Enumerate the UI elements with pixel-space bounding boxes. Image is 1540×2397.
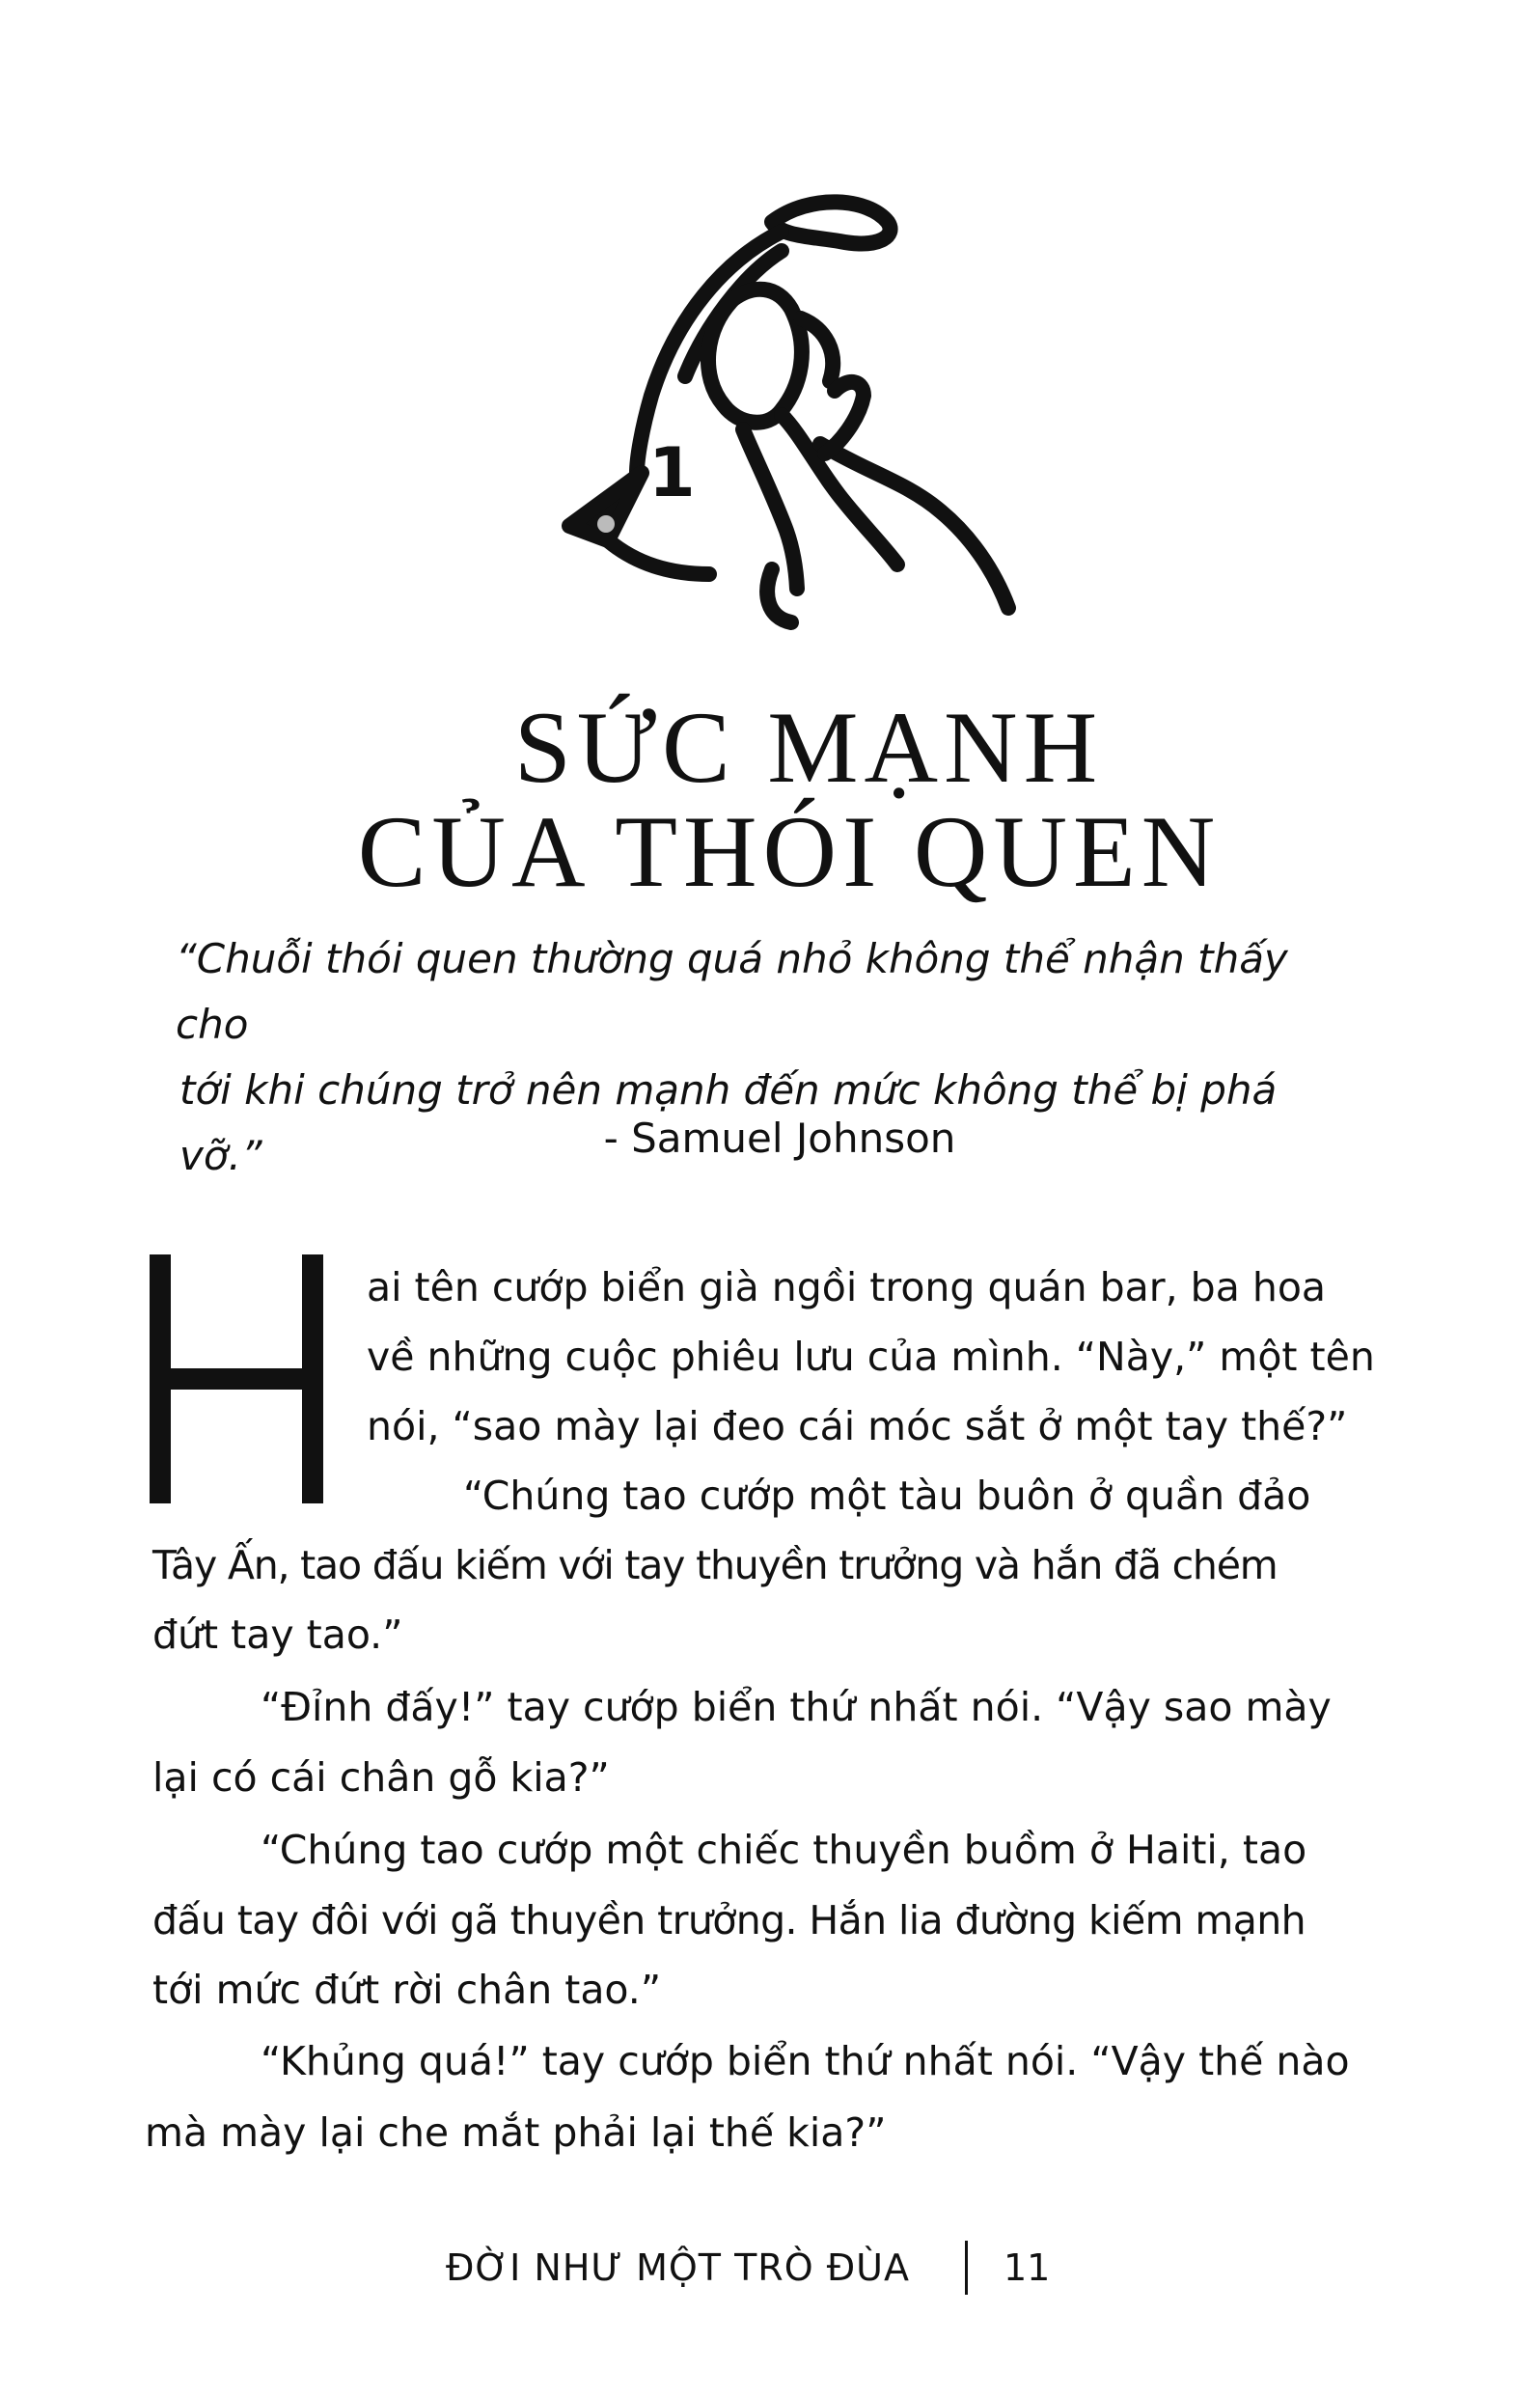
text-line: lại có cái chân gỗ kia?” [152,1754,610,1801]
text-line: đấu tay đôi với gã thuyền trưởng. Hắn lia đường kiếm mạnh [152,1897,1306,1943]
chapter-number: 1 [648,433,696,512]
quote-line: tới khi chúng trở nên mạnh đến mức không thể bị phá vỡ.” [179,1066,1278,1179]
epigraph-author: - Samuel Johnson [603,1115,956,1162]
text-line: đứt tay tao.” [152,1612,403,1658]
text-line: “Đỉnh đấy!” tay cướp biển thứ nhất nói. “Vậy sao mày [261,1684,1332,1730]
text-line: về những cuộc phiêu lưu của mình. “Này,” một tên [367,1334,1375,1380]
footer-divider [965,2241,968,2295]
chapter-title-line-2: CỦA THÓI QUEN [357,795,1222,908]
hand-gesture-icon [492,183,1032,675]
quote-line: “Chuỗi thói quen thường quá nhỏ không thể nhận thấy cho [176,935,1288,1048]
text-line: nói, “sao mày lại đeo cái móc sắt ở một tay thế?” [367,1403,1348,1449]
page-number: 11 [1004,2246,1051,2289]
text-line: ai tên cướp biển già ngồi trong quán bar, ba hoa [367,1264,1327,1310]
text-line: tới mức đứt rời chân tao.” [152,1967,662,2013]
running-footer-title: ĐỜI NHƯ MỘT TRÒ ĐÙA [446,2246,910,2289]
text-line: “Chúng tao cướp một chiếc thuyền buồm ở Haiti, tao [261,1827,1307,1873]
text-line: Tây Ấn, tao đấu kiếm với tay thuyền trưởng và hắn đã chém [152,1542,1278,1588]
text-line: “Khủng quá!” tay cướp biển thứ nhất nói. “Vậy thế nào [261,2038,1350,2084]
chapter-title-line-1: SỨC MẠNH [513,691,1104,804]
text-line: “Chúng tao cướp một tàu buôn ở quần đảo [463,1473,1311,1519]
drop-cap-letter [150,1254,323,1503]
text-line: mà mày lại che mắt phải lại thế kia?” [145,2109,887,2156]
